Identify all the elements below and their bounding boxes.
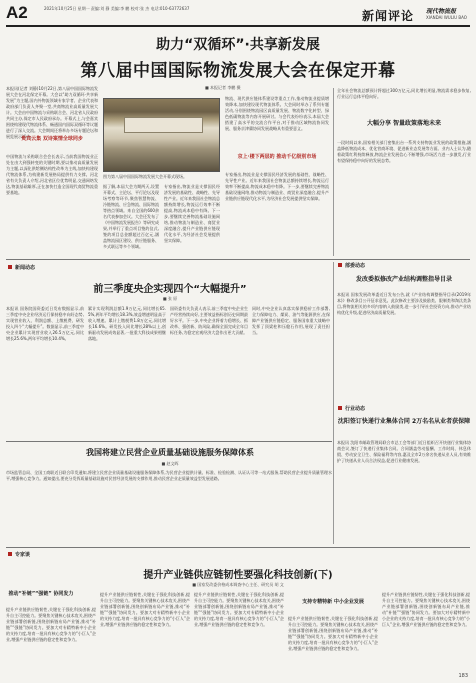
news-brief-title: 前三季度央企实现四个“大幅提升” <box>93 284 247 295</box>
column-rule-right <box>333 262 334 544</box>
news-brief-col-4: 同时,中央企业认真落实保供稳价工作部署,全力保障电力、煤炭、油气等能源供应,在保障产业链供应链稳定、服务国家重大战略中发挥了顶梁柱和压舱石作用,展现了责任担当。 <box>252 306 330 335</box>
news-brief-label: 新闻动态 <box>8 264 35 271</box>
special-label: 专家谈 <box>8 551 30 558</box>
newspaper-brand: 现代物流报 <box>426 8 457 15</box>
news-brief-col-3: 国资委有关负责人表示,前三季度中央企业生产经营持续向好,主要效益指标创历史同期最好水平。下一步,中央企业将着力稳增长、抓改革、强创新、防风险,确保全面完成全年目标任务,为稳定宏观经济大盘作出更大贡献。 <box>170 306 248 335</box>
lead-column-1-top: 本报讯(记者 刘静)10月22日,第八届中国国际物流发展大会在河北保定开幕。大会以“助力双循环·共享新发展”为主题,国内外物流领域专家学者、企业代表和政府部门负责人齐聚一堂,共商物流业高质量发展大计。大会由中国物流与采购联合会、河北省人民政府共同主办,保定市人民政府承办。开幕式上,与会嘉宾围绕构建现代物流体系、畅通国内国际双循环等议题进行了深入交流。大会期间还将举办多场专题论坛和展览展示活动。 <box>6 86 98 139</box>
masthead-meta: 2021年10月25日 星期一 责编:刘 静 美编:李 鹏 校对:张 杰 电话:010-63772637 <box>44 6 190 11</box>
ministry-text: 本报讯 国家发展改革委近日发布公告,就《产业结构调整指导目录(2019年本)》修改条目公开征求意见。此次修改主要涉及鼓励类、限制类和淘汰类条目,将物流相关的多项内容纳入鼓励类,进一步引导社会投资方向,推动产业结构优化升级,促进经济高质量发展。 <box>337 292 471 315</box>
photo-credit: ■ 本报记者 李鹏 摄 <box>205 85 241 90</box>
special-col-5: 提升产业链供应链韧性,关键在于强化科技创新,提升自主可控能力。要聚焦关键核心技术攻关,围绕产业链部署创新链,围绕创新链布局产业链,推动“补链”“强链”协同发力。要加大对专精特新中小企业的支持力度,培育一批具有核心竞争力的“小巨人”企业,增强产业链供应链的稳定性和竞争力。 <box>382 592 470 627</box>
quality-text: 市场监管总局、全国工商联近日联合印发通知,将建立民营企业质量基础设施服务保障体系,为民营企业提供计量、标准、检验检测、认证认可等一站式服务,帮助民营企业提升质量管理水平,增强核心竞争力。通知提出,要充分发挥质量基础设施对民营经济发展的支撑作用,推动民营企业走质量效益型发展道路。 <box>6 470 332 481</box>
page-number: A2 <box>6 3 28 22</box>
ministry-title: 发改委拟修改产业结构调整指导目录 <box>355 276 452 283</box>
lead-side-subheading: 贵宾云集 双诗案情全球同步 <box>21 136 83 142</box>
masthead <box>6 4 470 24</box>
special-sub-left: 推动“补链”“强链” 协同发力 <box>8 591 74 597</box>
footer-page-number: 183 <box>458 673 468 679</box>
industry-text: 本报讯 沈阳市邮政管理局联合市总工会等部门近日组织召开快递行业集体协商会议,签订了快递行业集体合同。合同涵盖劳动报酬、工作时间、休息休假、劳动安全卫生、保险福利等内容,惠及全市2万余名快递从业人员,有效维护了快递从业人员合法权益,促进行业健康发展。 <box>337 440 471 463</box>
lead-column-1-bottom: 中国物流与采购联合会会长表示,当前我国物流业正处在由大到强转变的关键时期,要以推动高质量发展为主题,以深化供给侧结构性改革为主线,加快构建现代物流体系,为构建新发展格局提供有力支撑。河北省有关负责人介绍,河北省区位优势明显,交通网络发达,物流基础雄厚,正在加快打造全国现代商贸物流重要基地。 <box>6 154 98 195</box>
quality-title: 我国将建立民营企业质量基础设施服务保障体系 <box>86 448 254 457</box>
newspaper-edition: XIANDAI WULIU BAO <box>426 15 467 20</box>
special-title: 提升产业链供应链韧性要强化科技创新(下) <box>143 570 333 581</box>
special-col-3: 提升产业链供应链韧性,关键在于强化科技创新,提升自主可控能力。要聚焦关键核心技术攻关,围绕产业链部署创新链,围绕创新链布局产业链,推动“补链”“强链”协同发力。要加大对专精特新中小企业的支持力度,培育一批具有核心竞争力的“小巨人”企业,增强产业链供应链的稳定性和竞争力。 <box>194 592 284 627</box>
photo-caption: 图为第八届中国国际物流发展大会开幕式现场。 <box>103 174 187 179</box>
quality-divider <box>6 441 332 442</box>
news-brief-col-1: 本报讯 国务院国资委近日发布数据显示,前三季度中央企业经济运行保持稳中向好态势,实现营业收入、利润总额、上缴税费、研发投入四个“大幅提升”。数据显示,前三季度中央企业累计实现营业收入26.5万亿元,同比增长25.6%,两年平均增长10.4%。 <box>6 306 84 341</box>
lead-column-4-top: 物流、现代供应链体系建设等重点工作,推动物流业提质增效降本,加快建设现代物流体系。大会同时举办了系列专题活动,分别围绕物流园区高质量发展、物流数字化转型、绿色低碳物流等内容开展研讨。与会代表纷纷表示,本届大会搭建了高水平的交流合作平台,对于推动区域物流协同发展、服务京津冀协同发展战略具有重要意义。 <box>225 96 329 131</box>
quality-byline: ■ 赵文晖 <box>161 461 179 466</box>
right-column-intro: 全年社会物流总额预计将超过300万亿元,同比增长明显,物流需求稳步恢复,行业运行总体平稳向好。 <box>337 88 471 99</box>
special-col-1: 提升产业链供应链韧性,关键在于强化科技创新,提升自主可控能力。要聚焦关键核心技术攻关,围绕产业链部署创新链,围绕创新链布局产业链,推动“补链”“强链”协同发力。要加大对专精特新中小企业的支持力度,培育一批具有核心竞争力的“小巨人”企业,增强产业链供应链的稳定性和竞争力。 <box>6 607 96 642</box>
right-box-title: 大幅分享 智量政策落地未来 <box>366 120 442 127</box>
lead-main-headline: 第八届中国国际物流发展大会在保定开幕 <box>80 61 396 81</box>
special-byline: ■ 国家发改委价格成本调查中心主任、研究员 胡 文 <box>192 582 284 587</box>
masthead-rule <box>6 25 470 27</box>
lead-column-4-subheading: 京上·楼下两层的 推动千亿级别市场 <box>237 154 317 160</box>
special-col-4: 提升产业链供应链韧性,关键在于强化科技创新,提升自主可控能力。要聚焦关键核心技术攻关,围绕产业链部署创新链,围绕创新链布局产业链,推动“补链”“强链”协同发力。要加大对专精特新中小企业的支持力度,培育一批具有核心竞争力的“小巨人”企业,增强产业链供应链的稳定性和竞争力。 <box>288 616 378 651</box>
lead-column-2: 据了解,本届大会为期两天,设置开幕式、主论坛、平行论坛及现场考察等环节,聚焦智慧物流、冷链物流、应急物流、国际物流等热点领域。来自全国的600余名代表参加会议。大会还发布了《中国物流发展报告》等研究成果,并举行了重点项目签约仪式,签约项目总金额超过百亿元,涵盖物流园区建设、供应链服务、多式联运等多个领域。 <box>103 184 159 249</box>
news-brief-col-2: 累计实现利润总额1.9万亿元,同比增长65.5%,两年平均增长18.3%,效益增速明显高于收入增速。累计上缴税费1.8万亿元,同比增长16.6%。研发投入同比增长28%以上,创新驱动发展成效显著,一批重大科技成果相继落地。 <box>88 306 166 341</box>
industry-title: 沈阳签订快递行业集体合同 2万名名从业者获保障 <box>337 418 471 425</box>
column-rule <box>333 88 334 256</box>
section-divider <box>6 259 470 260</box>
special-col-2: 提升产业链供应链韧性,关键在于强化科技创新,提升自主可控能力。要聚焦关键核心技术攻关,围绕产业链部署创新链,围绕创新链布局产业链,推动“补链”“强链”协同发力。要加大对专精特新中小企业的支持力度,培育一批具有核心竞争力的“小巨人”企业,增强产业链供应链的稳定性和竞争力。 <box>100 592 190 627</box>
conference-photo <box>103 98 220 172</box>
ministry-label: 部委动态 <box>338 262 365 269</box>
lead-column-4-bottom: 专家指出,物流业是支撑国民经济发展的基础性、战略性、先导性产业。近年来我国社会物流总额持续增长,物流运行效率不断提高,物流成本稳中有降。下一步,要继续完善物流基础设施网络,推动物流与制造业、商贸业深度融合,提升产业链供应链现代化水平,为经济社会发展提供坚实保障。 <box>225 172 329 201</box>
special-divider <box>6 547 470 548</box>
lead-kicker-headline: 助力“双循环”·共享新发展 <box>156 37 320 53</box>
industry-label: 行业动态 <box>338 405 365 412</box>
lead-column-3: 专家指出,物流业是支撑国民经济发展的基础性、战略性、先导性产业。近年来我国社会物流总额持续增长,物流运行效率不断提高,物流成本稳中有降。下一步,要继续完善物流基础设施网络,推动物流与制造业、商贸业深度融合,提升产业链供应链现代化水平,为经济社会发展提供坚实保障。 <box>164 184 220 243</box>
news-brief-byline: ■ 张 原 <box>162 296 178 301</box>
right-box-text: 一段时间以来,国家相关部门密集出台一系列支持物流业发展的政策措施,涵盖降低物流成本、优化营商环境、促进新业态发展等方面。业内人士认为,随着政策红利持续释放,物流企业发展信心不断增强,市场活力进一步激发,行业有望保持稳中向好的发展态势。 <box>337 140 471 163</box>
section-title: 新闻评论 <box>362 9 415 23</box>
special-sub-mid: 支持专精特新 中小企业发展 <box>302 599 364 605</box>
